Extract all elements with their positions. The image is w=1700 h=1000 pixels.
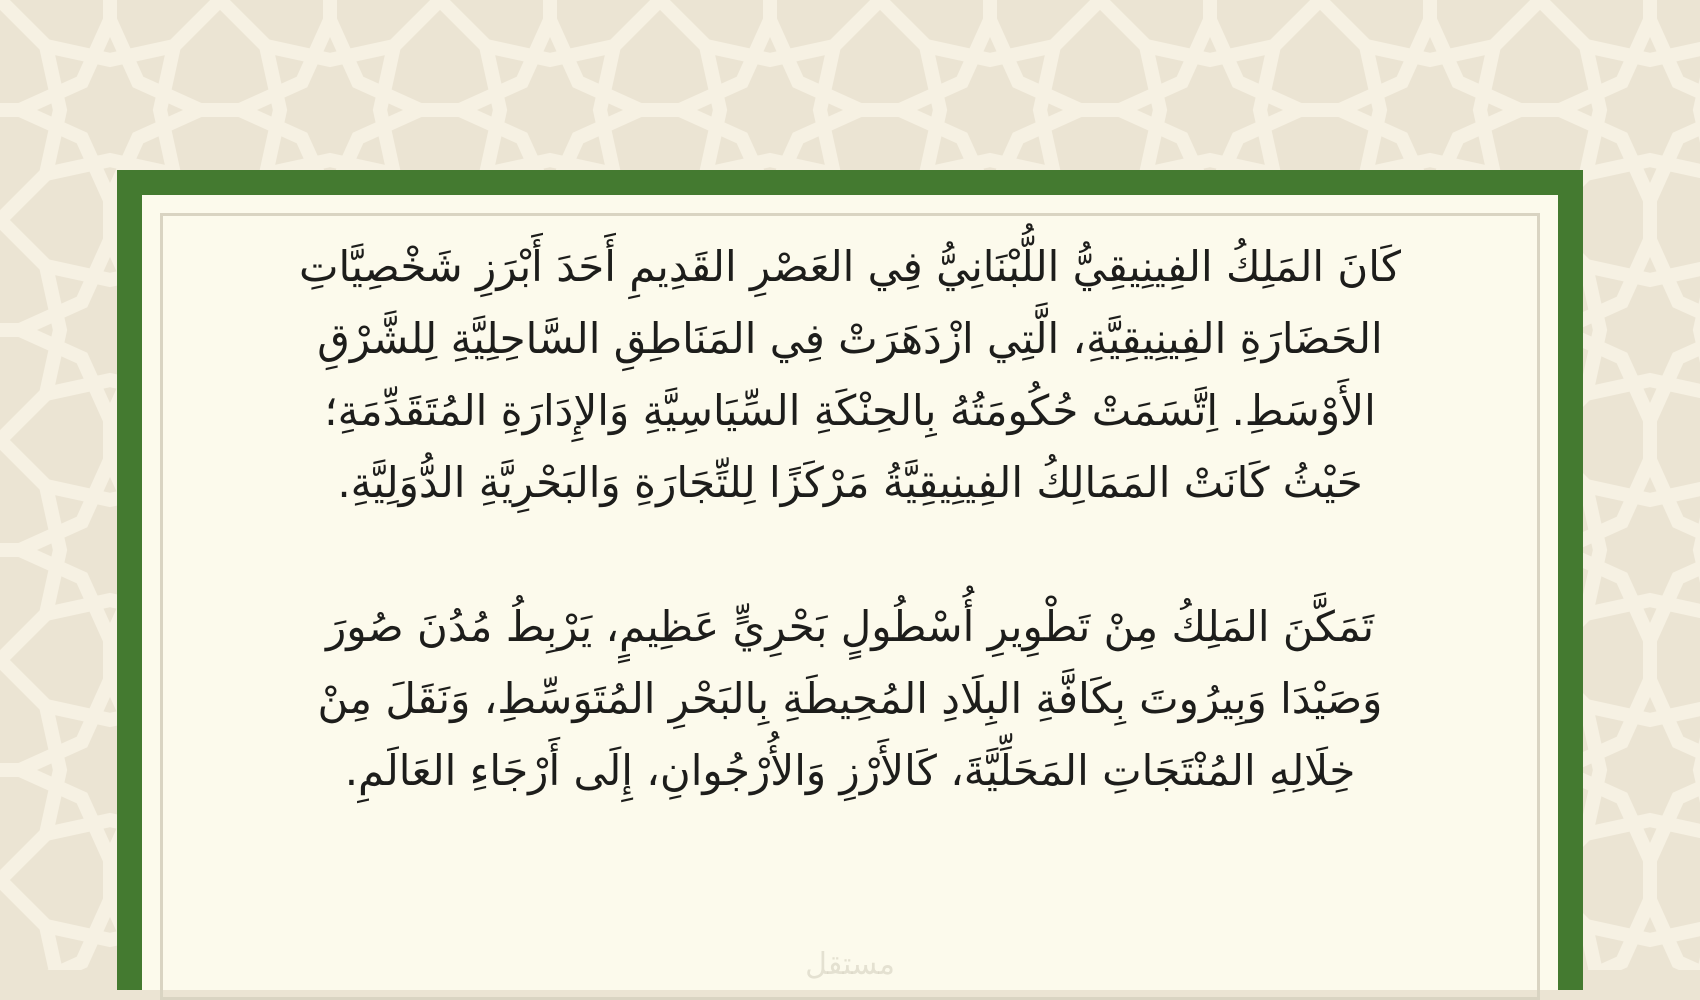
green-frame	[117, 170, 1583, 990]
paragraph-1: كَانَ المَلِكُ الفِينِيقِيُّ اللُّبْنَانِيُّ فِي العَصْرِ القَدِيمِ أَحَدَ أَبْرَزِ شَخْصِيَّاتِ الحَضَارَةِ الفِينِيقِيَّةِ، الَّتِي ازْدَهَرَتْ فِي المَنَاطِقِ السَّاحِلِيَّةِ لِلشَّرْقِ الأَوْسَطِ. اِتَّسَمَتْ حُكُومَتُهُ بِالحِنْكَةِ السِّيَاسِيَّةِ وَالإِدَارَةِ المُتَقَدِّمَةِ؛ حَيْثُ كَانَتْ المَمَالِكُ الفِينِيقِيَّةُ مَرْكَزًا لِلتِّجَارَةِ وَالبَحْرِيَّةِ الدُّوَلِيَّةِ.	[298, 242, 1402, 507]
paragraph-2: تَمَكَّنَ المَلِكُ مِنْ تَطْوِيرِ أُسْطُولٍ بَحْرِيٍّ عَظِيمٍ، يَرْبِطُ مُدُنَ صُورَ وَصَيْدَا وَبِيرُوتَ بِكَافَّةِ البِلَادِ المُحِيطَةِ بِالبَحْرِ المُتَوَسِّطِ، وَنَقَلَ مِنْ خِلَالِهِ المُنْتَجَاتِ المَحَلِّيَّةَ، كَالأَرْزِ وَالأُرْجُوانِ، إِلَى أَرْجَاءِ العَالَمِ.	[317, 602, 1383, 795]
paper-panel	[142, 195, 1558, 990]
body-text	[292, 231, 1408, 807]
watermark-logo: مستقل	[805, 947, 895, 982]
